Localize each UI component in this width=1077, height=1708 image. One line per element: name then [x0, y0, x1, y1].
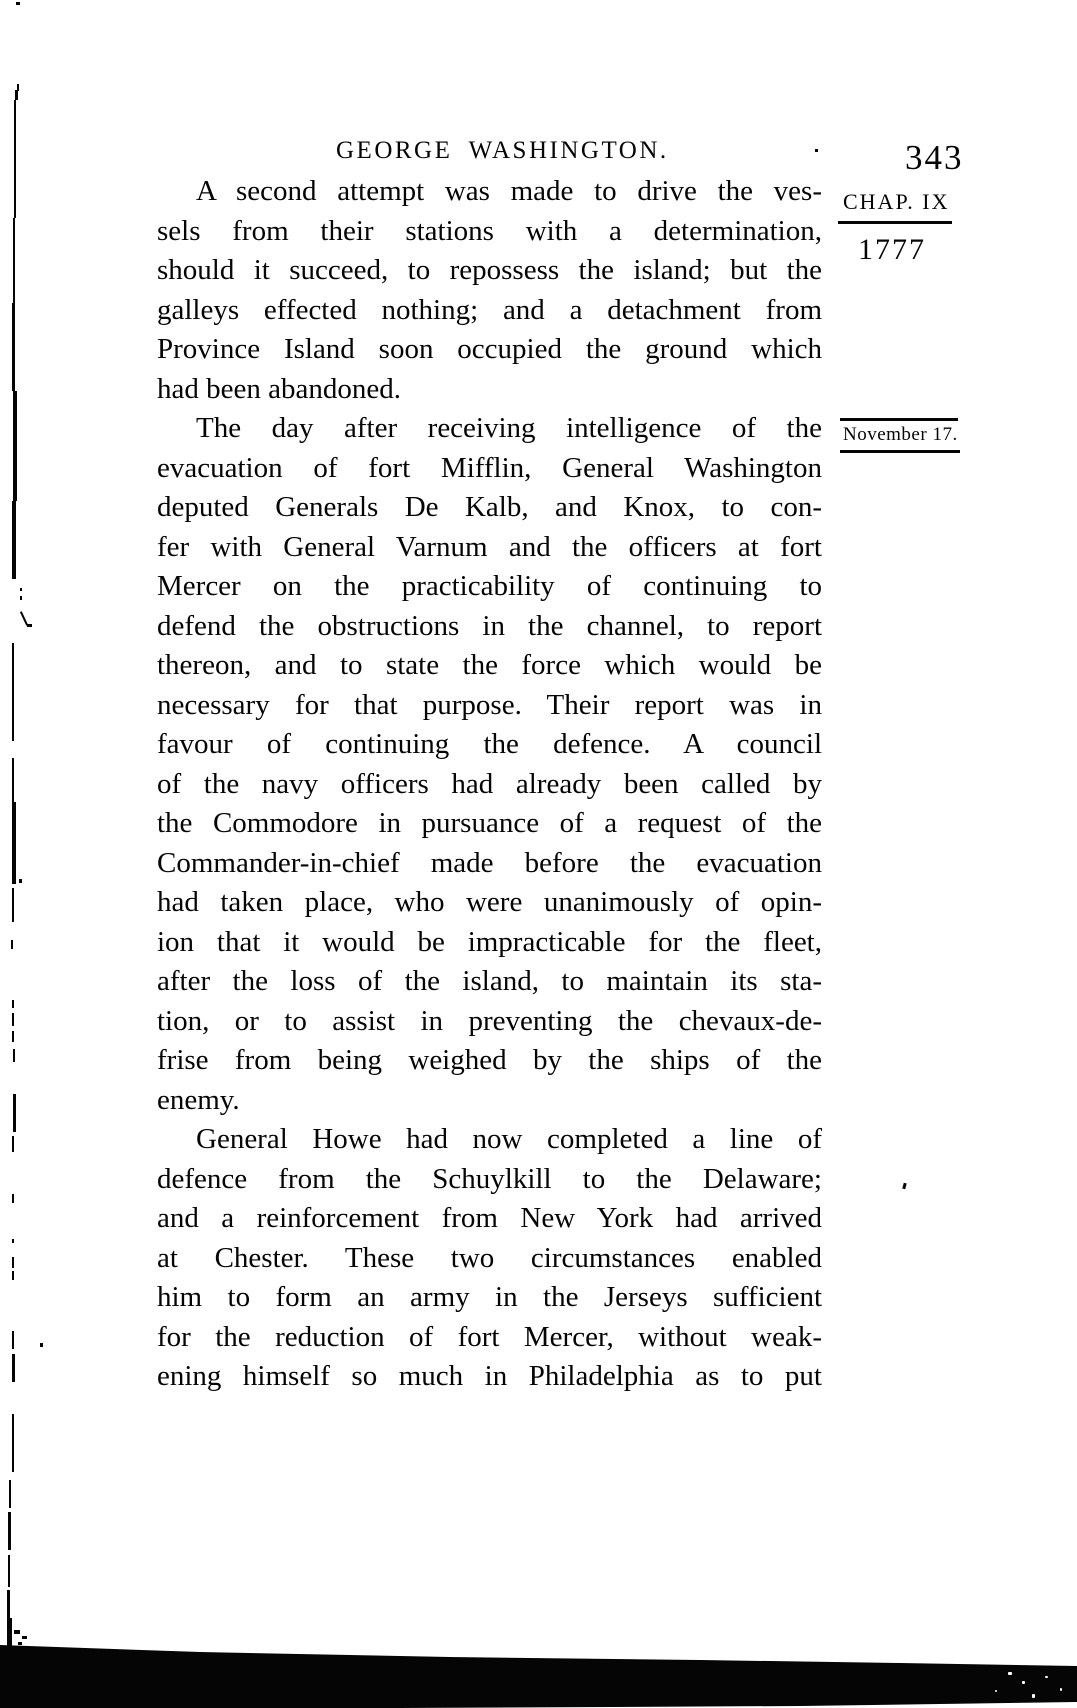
text-line: had taken place, who were unanimously of opin- — [157, 886, 822, 918]
scan-noise — [1032, 1694, 1035, 1698]
scan-artifact — [12, 1331, 14, 1349]
date-note: November 17. — [843, 424, 958, 445]
date-rule-top — [840, 418, 958, 421]
chapter-rule — [838, 221, 952, 224]
scan-artifact — [815, 149, 818, 152]
scan-artifact — [12, 1239, 14, 1243]
scan-artifact — [12, 1414, 14, 1472]
text-line: defend the obstructions in the channel, to report — [157, 609, 822, 642]
scan-artifact — [12, 1354, 15, 1382]
text-line: enemy. — [157, 1083, 240, 1116]
text-line: sels from their stations with a determination, — [157, 214, 822, 247]
text-line: the Commodore in pursuance of a request of the — [157, 807, 822, 839]
text-line: necessary for that purpose. Their report was in — [157, 688, 822, 721]
text-line: Province Island soon occupied the ground which — [157, 333, 822, 365]
text-line: ion that it would be impracticable for the fleet, — [157, 925, 822, 958]
scan-artifact — [13, 391, 17, 501]
text-line: and a reinforcement from New York had arrived — [157, 1202, 822, 1234]
scan-artifact — [13, 1094, 16, 1132]
scan-artifact — [902, 1183, 906, 1190]
scan-artifact — [8, 1512, 11, 1550]
running-title: GEORGE WASHINGTON. — [336, 137, 669, 164]
text-line: for the reduction of fort Mercer, without weak- — [157, 1320, 822, 1353]
scan-artifact — [14, 1630, 20, 1634]
scan-noise — [1060, 1688, 1062, 1691]
text-line: General Howe had now completed a line of — [196, 1123, 822, 1155]
text-line: Commander-in-chief made before the evacuation — [157, 846, 822, 879]
text-line: after the loss of the island, to maintain its sta- — [157, 965, 822, 997]
text-line: fer with General Varnum and the officers at fort — [157, 530, 822, 563]
scan-artifact — [27, 624, 32, 627]
scan-artifact — [12, 1271, 14, 1280]
text-line: defence from the Schuylkill to the Delaware; — [157, 1162, 822, 1195]
scan-artifact — [12, 1031, 14, 1042]
scan-bottom-bar — [0, 1640, 1077, 1708]
body-text — [157, 172, 822, 1397]
scan-artifact — [20, 588, 22, 591]
text-line: evacuation of fort Mifflin, General Washington — [157, 451, 822, 484]
scan-artifact — [19, 879, 22, 883]
scan-artifact — [20, 596, 22, 600]
scan-artifact — [12, 888, 14, 922]
scan-artifact — [14, 100, 16, 218]
text-line: deputed Generals De Kalb, and Knox, to con- — [157, 491, 822, 523]
scan-artifact — [11, 940, 13, 949]
text-line: galleys effected nothing; and a detachment from — [157, 293, 822, 326]
page-number: 343 — [905, 138, 964, 177]
scan-artifact — [18, 1642, 22, 1645]
scan-artifact — [12, 1000, 14, 1008]
scan-artifact — [12, 1194, 14, 1203]
scan-artifact — [15, 90, 18, 100]
scan-artifact — [12, 501, 16, 579]
text-line: favour of continuing the defence. A council — [157, 728, 822, 760]
scan-artifact — [22, 1636, 27, 1639]
text-line: tion, or to assist in preventing the chevaux-de- — [157, 1004, 822, 1037]
scan-artifact — [13, 1049, 15, 1062]
date-rule-bottom — [840, 450, 960, 453]
text-line: him to form an army in the Jerseys sufficient — [157, 1281, 822, 1313]
text-line: A second attempt was made to drive the ves- — [196, 175, 822, 207]
text-line: should it succeed, to repossess the island; but the — [157, 254, 822, 286]
scan-artifact — [12, 1013, 14, 1026]
scan-artifact — [12, 303, 15, 391]
scan-artifact — [16, 2, 20, 5]
year-note: 1777 — [858, 233, 926, 266]
text-line: ening himself so much in Philadelphia as to put — [157, 1360, 822, 1392]
scan-noise — [1022, 1681, 1025, 1684]
scan-noise — [1045, 1676, 1048, 1678]
scan-artifact — [12, 643, 14, 741]
scan-artifact — [12, 1257, 14, 1268]
scan-noise — [1008, 1672, 1012, 1675]
scan-artifact — [40, 1343, 43, 1347]
text-line: of the navy officers had already been called by — [157, 767, 822, 800]
text-line: thereon, and to state the force which would be — [157, 649, 822, 681]
scan-artifact — [12, 758, 14, 802]
text-line: The day after receiving intelligence of the — [196, 412, 822, 444]
scan-artifact — [7, 1590, 10, 1618]
scan-noise — [995, 1690, 997, 1692]
chapter-note: CHAP. IX — [843, 189, 950, 214]
scan-artifact — [9, 1480, 11, 1508]
scan-artifact — [7, 1618, 12, 1648]
scan-artifact — [8, 1555, 10, 1587]
text-line: Mercer on the practicability of continuing to — [157, 570, 822, 602]
scan-artifact — [12, 802, 16, 884]
scan-artifact — [13, 218, 15, 303]
scan-artifact — [12, 1136, 14, 1152]
text-line: at Chester. These two circumstances enabled — [157, 1241, 822, 1274]
text-line: frise from being weighed by the ships of the — [157, 1044, 822, 1076]
text-line: had been abandoned. — [157, 372, 401, 405]
